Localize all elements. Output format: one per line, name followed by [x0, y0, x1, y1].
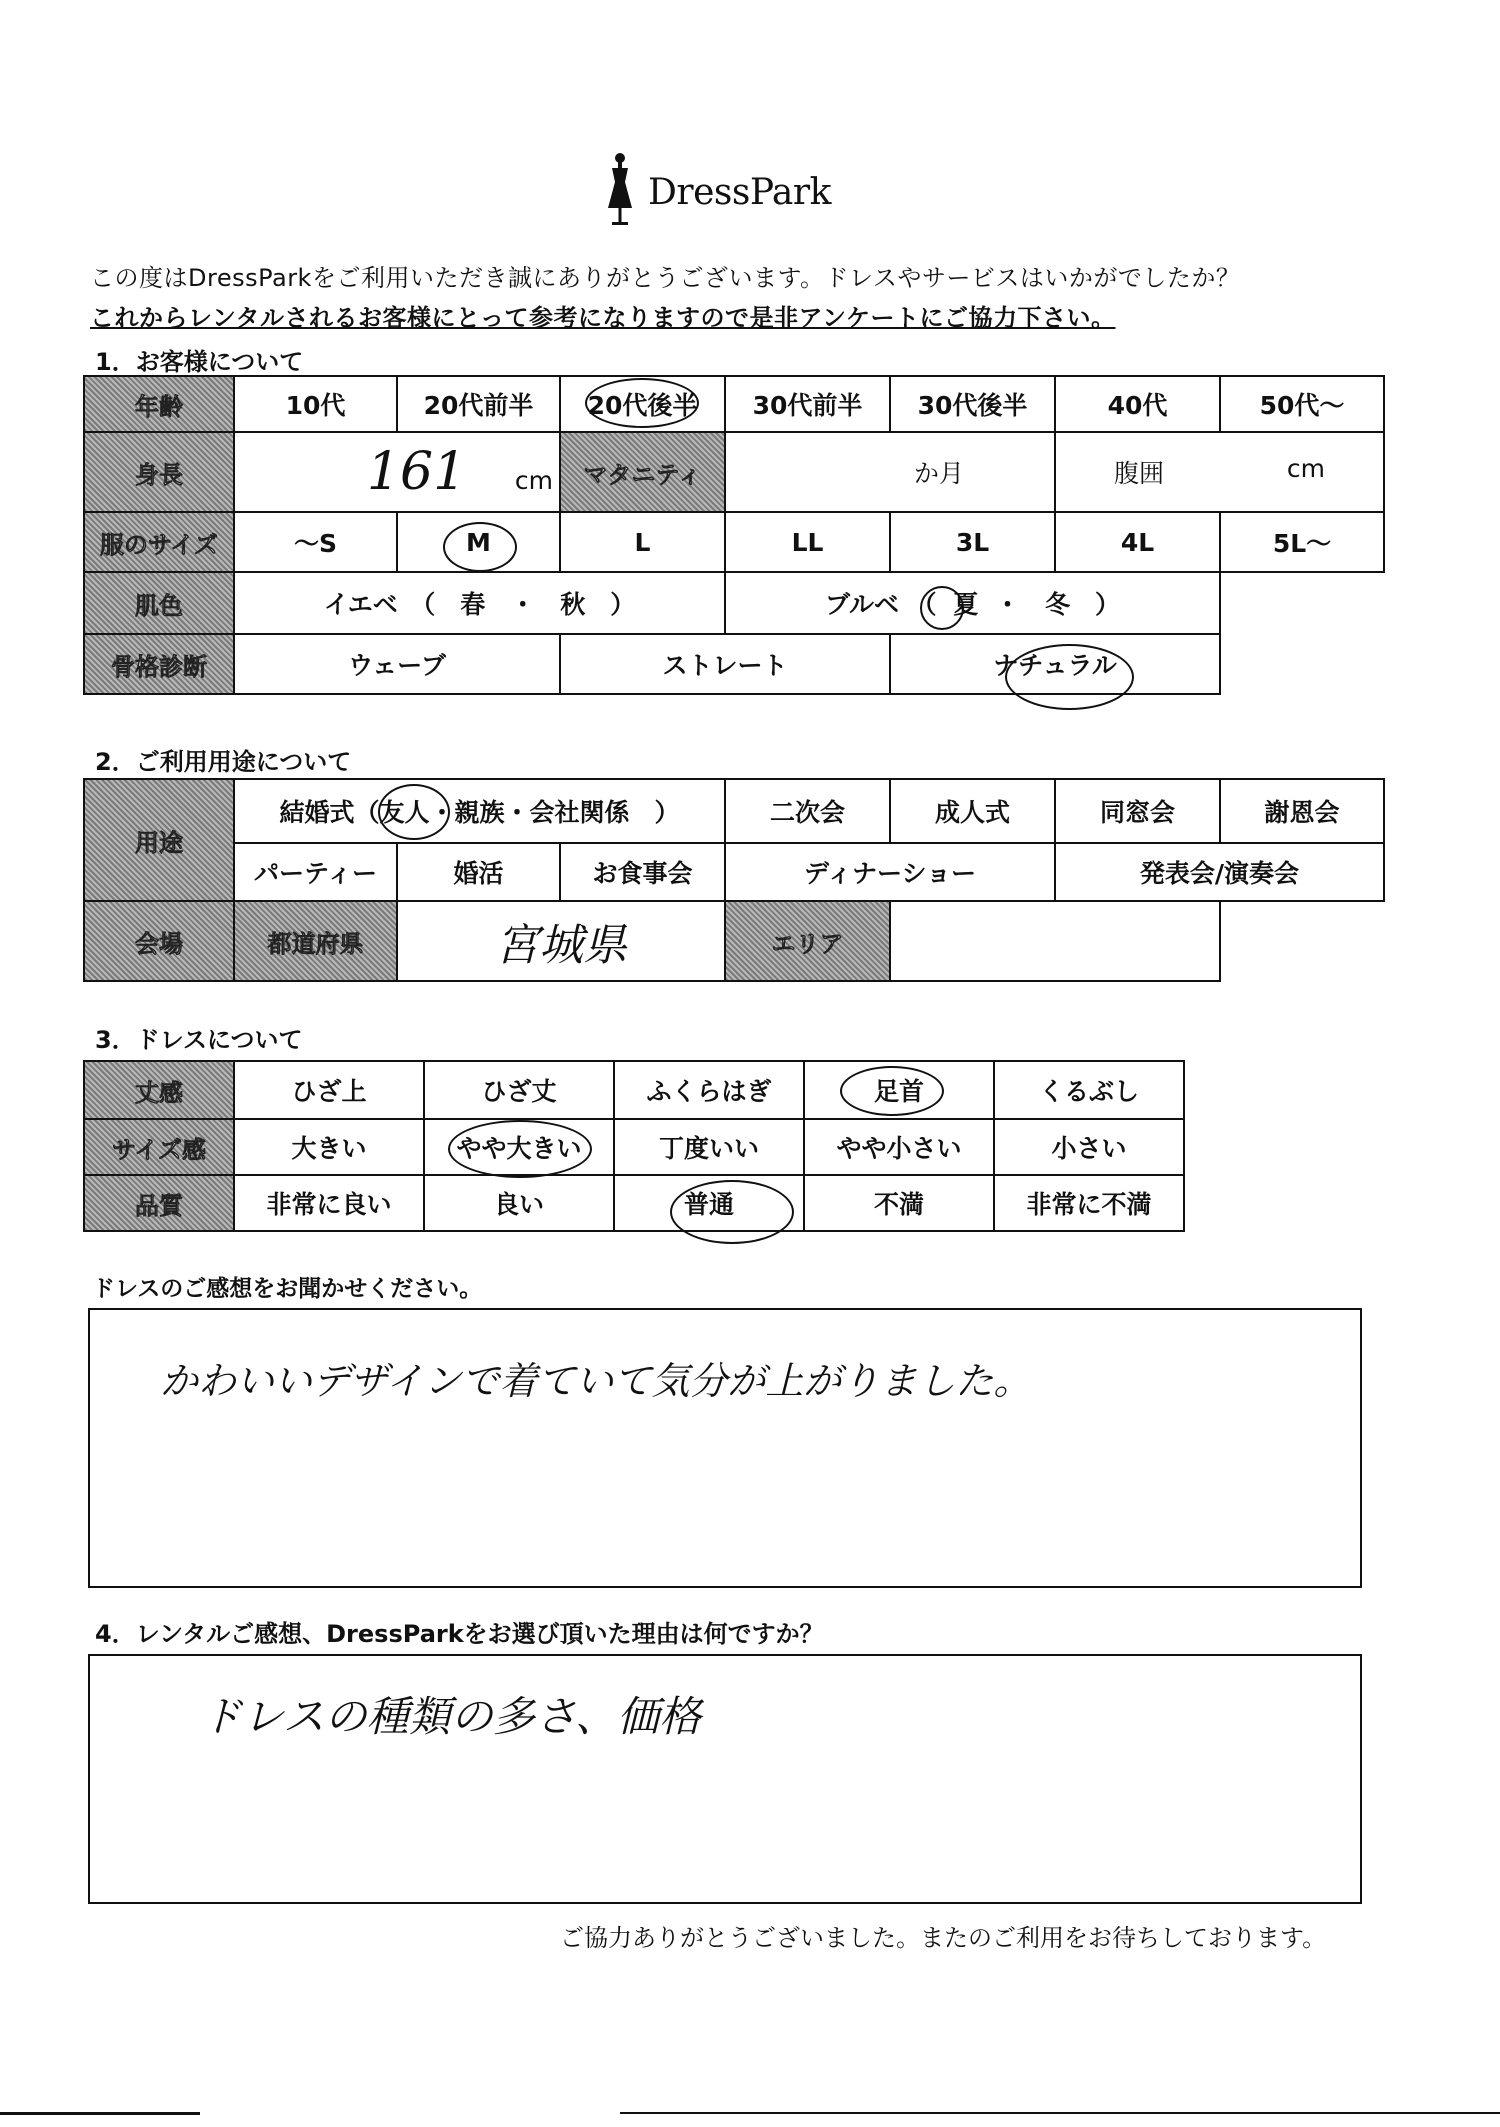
height-label: 身長	[84, 432, 234, 512]
dresspark-logo	[600, 150, 840, 230]
dress-table	[83, 1060, 1185, 1232]
fit-option[interactable]: 大きい	[234, 1119, 424, 1175]
length-option[interactable]: ふくらはぎ	[614, 1061, 804, 1119]
usage-option[interactable]: 同窓会	[1055, 779, 1220, 843]
usage-option[interactable]: ディナーショー	[725, 843, 1055, 901]
usage-option[interactable]: 二次会	[725, 779, 890, 843]
impression-answer: かわいいデザインで着ていて気分が上がりました。	[160, 1359, 1032, 1403]
length-option[interactable]: ひざ丈	[424, 1061, 614, 1119]
age-option[interactable]: 20代前半	[397, 376, 560, 432]
age-row	[84, 376, 1384, 432]
length-option[interactable]: くるぶし	[994, 1061, 1184, 1119]
skeleton-option[interactable]: ウェーブ	[234, 634, 560, 694]
venue-row	[84, 901, 1384, 981]
length-option-selected[interactable]: 足首	[804, 1061, 994, 1119]
impression-answer-box[interactable]	[88, 1308, 1362, 1588]
skeleton-label: 骨格診断	[84, 634, 234, 694]
prefecture-field[interactable]: 宮城県	[397, 901, 725, 981]
maternity-months-field[interactable]	[725, 432, 1055, 512]
usage-wedding-suffix: ・親族・会社関係 ）	[429, 798, 680, 827]
customer-info-table	[83, 375, 1385, 695]
skin-blue-option[interactable]	[725, 572, 1220, 634]
size-row	[84, 512, 1384, 572]
usage-option[interactable]: お食事会	[560, 843, 725, 901]
fit-label: サイズ感	[84, 1119, 234, 1175]
skin-label: 肌色	[84, 572, 234, 634]
quality-option[interactable]: 非常に良い	[234, 1175, 424, 1231]
height-value: 161	[366, 442, 467, 502]
fit-option[interactable]: やや小さい	[804, 1119, 994, 1175]
impression-prompt: ドレスのご感想をお聞かせください。	[92, 1276, 483, 1302]
skeleton-option[interactable]: ストレート	[560, 634, 890, 694]
size-label: 服のサイズ	[84, 512, 234, 572]
closing-message: ご協力ありがとうございました。またのご利用をお待ちしております。	[560, 1924, 1327, 1952]
fit-row	[84, 1119, 1184, 1175]
reason-answer-box[interactable]	[88, 1654, 1362, 1904]
area-field[interactable]	[890, 901, 1220, 981]
age-label: 年齢	[84, 376, 234, 432]
waist-unit: cm	[1286, 454, 1325, 483]
brand-name: DressPark	[648, 172, 831, 213]
age-option[interactable]: 30代後半	[890, 376, 1055, 432]
quality-label: 品質	[84, 1175, 234, 1231]
skin-yellow-option[interactable]: イエベ （ 春 ・ 秋 ）	[234, 572, 725, 634]
usage-option[interactable]: 謝恩会	[1220, 779, 1384, 843]
usage-option[interactable]: 発表会/演奏会	[1055, 843, 1384, 901]
age-option[interactable]: 40代	[1055, 376, 1220, 432]
usage-row-2	[84, 843, 1384, 901]
maternity-label: マタニティ	[560, 432, 725, 512]
skin-blue-suffix: ・ 冬 ）	[994, 590, 1120, 619]
area-label: エリア	[725, 901, 890, 981]
skin-blue-summer: 夏	[953, 590, 979, 619]
usage-wedding-prefix: 結婚式（	[279, 798, 380, 827]
size-option[interactable]: 5L～	[1220, 512, 1384, 572]
skin-blue-prefix: ブルベ （	[825, 590, 937, 619]
length-label: 丈感	[84, 1061, 234, 1119]
waist-field[interactable]	[1055, 432, 1384, 512]
length-row	[84, 1061, 1184, 1119]
age-option[interactable]: 30代前半	[725, 376, 890, 432]
quality-option[interactable]: 非常に不満	[994, 1175, 1184, 1231]
usage-option[interactable]: パーティー	[234, 843, 397, 901]
footer-rule-left	[0, 2112, 200, 2115]
age-option-selected[interactable]: 20代後半	[560, 376, 725, 432]
size-option[interactable]: LL	[725, 512, 890, 572]
skeleton-option-selected[interactable]: ナチュラル	[890, 634, 1220, 694]
section2-title: 2．ご利用用途について	[95, 748, 352, 776]
height-row	[84, 432, 1384, 512]
reason-answer: ドレスの種類の多さ、価格	[200, 1692, 702, 1741]
age-option[interactable]: 50代～	[1220, 376, 1384, 432]
age-option[interactable]: 10代	[234, 376, 397, 432]
maternity-months-unit: か月	[913, 459, 964, 488]
venue-label: 会場	[84, 901, 234, 981]
footer-rule-right	[620, 2112, 1500, 2114]
length-option[interactable]: ひざ上	[234, 1061, 424, 1119]
section4-title: 4．レンタルご感想、DressParkをお選び頂いた理由は何ですか？	[95, 1620, 824, 1648]
fit-option[interactable]: 小さい	[994, 1119, 1184, 1175]
waist-label: 腹囲	[1114, 459, 1165, 488]
size-option-selected[interactable]: M	[397, 512, 560, 572]
quality-option-selected[interactable]: 普通	[614, 1175, 804, 1231]
height-unit: cm	[514, 466, 553, 495]
size-option[interactable]: L	[560, 512, 725, 572]
height-field[interactable]	[234, 432, 560, 512]
usage-table	[83, 778, 1385, 982]
size-option[interactable]: ～S	[234, 512, 397, 572]
quality-option[interactable]: 良い	[424, 1175, 614, 1231]
section3-title: 3．ドレスについて	[95, 1026, 303, 1054]
fit-option-selected[interactable]: やや大きい	[424, 1119, 614, 1175]
usage-label: 用途	[84, 779, 234, 901]
usage-row-1	[84, 779, 1384, 843]
usage-option[interactable]: 婚活	[397, 843, 560, 901]
intro-thanks: この度はDressParkをご利用いただき誠にありがとうございます。ドレスやサービスはいかがでしたか？	[90, 264, 1241, 292]
size-option[interactable]: 3L	[890, 512, 1055, 572]
quality-row	[84, 1175, 1184, 1231]
dress-mannequin-icon	[600, 150, 640, 230]
usage-wedding-option[interactable]	[234, 779, 725, 843]
prefecture-label: 都道府県	[234, 901, 397, 981]
section1-title: 1．お客様について	[95, 348, 304, 376]
usage-option[interactable]: 成人式	[890, 779, 1055, 843]
intro-request: これからレンタルされるお客様にとって参考になりますので是非アンケートにご協力下さい。	[90, 304, 1116, 332]
skeleton-row	[84, 634, 1384, 694]
fit-option[interactable]: 丁度いい	[614, 1119, 804, 1175]
size-option[interactable]: 4L	[1055, 512, 1220, 572]
quality-option[interactable]: 不満	[804, 1175, 994, 1231]
usage-wedding-friend: 友人	[379, 798, 430, 827]
skin-row	[84, 572, 1384, 634]
